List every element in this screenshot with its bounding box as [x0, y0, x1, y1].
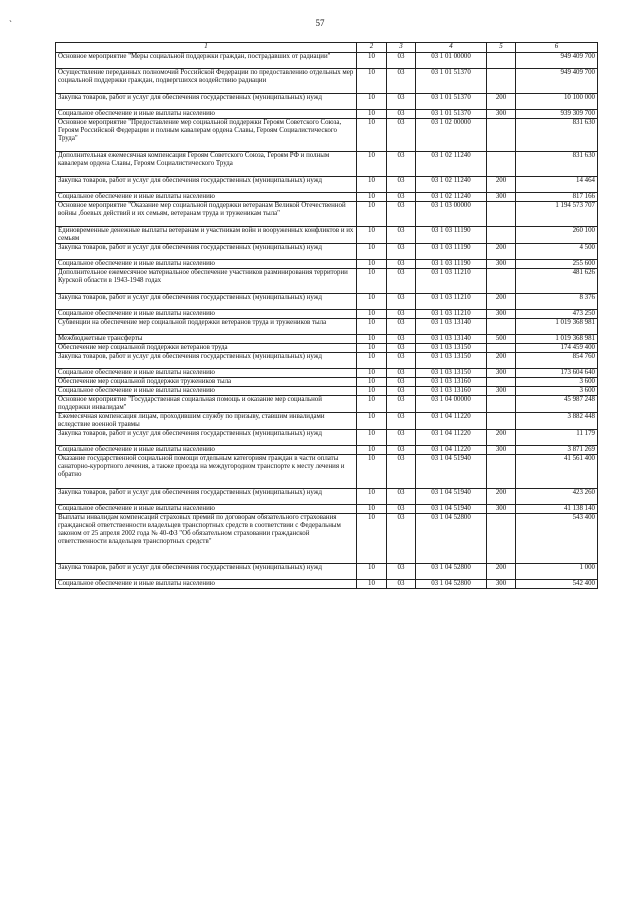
row-amount: 3 871 269: [516, 446, 598, 455]
row-description: Закупка товаров, работ и услуг для обеспечения государственных (муниципальных) нужд: [56, 489, 357, 505]
row-description: Социальное обеспечение и иные выплаты населению: [56, 580, 357, 589]
row-expense-type: [487, 152, 516, 177]
row-subsection: 03: [387, 455, 416, 489]
row-amount: 949 409 700: [516, 69, 598, 94]
table-row: [56, 110, 598, 119]
row-target-code: 03 1 04 52800: [416, 580, 487, 589]
table-row: [56, 310, 598, 319]
row-section: 10: [357, 378, 387, 387]
row-target-code: 03 1 04 52800: [416, 564, 487, 580]
row-subsection: 03: [387, 193, 416, 202]
table-body: [56, 53, 598, 589]
row-target-code: 03 1 04 00000: [416, 396, 487, 413]
row-expense-type: 300: [487, 446, 516, 455]
row-description: Межбюджетные трансферты: [56, 335, 357, 344]
row-amount: 173 604 640: [516, 369, 598, 378]
row-target-code: 03 1 01 51370: [416, 94, 487, 110]
header-col-2: 2: [357, 43, 387, 53]
row-description: Закупка товаров, работ и услуг для обеспечения государственных (муниципальных) нужд: [56, 244, 357, 260]
row-target-code: 03 1 02 11240: [416, 177, 487, 193]
row-subsection: 03: [387, 396, 416, 413]
row-amount: 1 194 573 707: [516, 202, 598, 227]
row-description: Оказание государственной социальной помощи отдельным категориям граждан в части оплаты санаторно-курортного лечения, а также проезда на междугородном транспорте к месту лечения и обратно: [56, 455, 357, 489]
row-description: Социальное обеспечение и иные выплаты населению: [56, 369, 357, 378]
table-row: [56, 505, 598, 514]
row-target-code: 03 1 03 00000: [416, 202, 487, 227]
row-subsection: 03: [387, 505, 416, 514]
row-expense-type: 200: [487, 294, 516, 310]
row-target-code: 03 1 03 11210: [416, 294, 487, 310]
row-description: Ежемесячная компенсация лицам, проходившим службу по призыву, ставшим инвалидами вследствие военной травмы: [56, 413, 357, 430]
header-col-4: 4: [416, 43, 487, 53]
row-expense-type: [487, 53, 516, 69]
row-description: Закупка товаров, работ и услуг для обеспечения государственных (муниципальных) нужд: [56, 94, 357, 110]
row-amount: 1 019 368 981: [516, 335, 598, 344]
row-section: 10: [357, 310, 387, 319]
margin-mark: ˎ: [9, 12, 12, 22]
row-description: Социальное обеспечение и иные выплаты населению: [56, 446, 357, 455]
row-subsection: 03: [387, 94, 416, 110]
row-section: 10: [357, 227, 387, 244]
table-row: [56, 396, 598, 413]
row-section: 10: [357, 119, 387, 152]
row-target-code: 03 1 03 13150: [416, 369, 487, 378]
row-section: 10: [357, 294, 387, 310]
row-target-code: 03 1 03 13160: [416, 378, 487, 387]
row-expense-type: 200: [487, 430, 516, 446]
row-section: 10: [357, 369, 387, 378]
row-subsection: 03: [387, 489, 416, 505]
row-expense-type: 300: [487, 193, 516, 202]
row-target-code: 03 1 03 11190: [416, 244, 487, 260]
table-row: [56, 378, 598, 387]
table-row: [56, 227, 598, 244]
row-subsection: 03: [387, 378, 416, 387]
row-expense-type: 200: [487, 94, 516, 110]
row-amount: 174 459 400: [516, 344, 598, 353]
table-row: [56, 344, 598, 353]
row-expense-type: 300: [487, 310, 516, 319]
row-description: Обеспечение мер социальной поддержки ветеранов труда: [56, 344, 357, 353]
row-amount: 831 630: [516, 119, 598, 152]
row-description: Закупка товаров, работ и услуг для обеспечения государственных (муниципальных) нужд: [56, 294, 357, 310]
header-col-1: 1: [56, 43, 357, 53]
table-row: [56, 489, 598, 505]
row-expense-type: [487, 344, 516, 353]
row-amount: 939 309 700: [516, 110, 598, 119]
row-target-code: 03 1 04 52800: [416, 514, 487, 564]
row-target-code: 03 1 03 13140: [416, 319, 487, 335]
row-section: 10: [357, 110, 387, 119]
row-target-code: 03 1 01 51370: [416, 110, 487, 119]
row-target-code: 03 1 03 13160: [416, 387, 487, 396]
table-row: [56, 193, 598, 202]
row-target-code: 03 1 02 00000: [416, 119, 487, 152]
row-section: 10: [357, 193, 387, 202]
table-row: [56, 152, 598, 177]
row-target-code: 03 1 03 11210: [416, 269, 487, 294]
row-description: Осуществление переданных полномочий Российской Федерации по предоставлению отдельных мер социальной поддержки граждан, подвергшихся воздействию радиации: [56, 69, 357, 94]
row-subsection: 03: [387, 353, 416, 369]
row-expense-type: 300: [487, 260, 516, 269]
budget-table: [55, 42, 598, 589]
row-target-code: 03 1 02 11240: [416, 152, 487, 177]
row-target-code: 03 1 03 11210: [416, 310, 487, 319]
row-description: Дополнительная ежемесячная компенсация Героям Советского Союза, Героям РФ и полным кавалерам ордена Славы, Героям Социалистического Труда: [56, 152, 357, 177]
row-subsection: 03: [387, 344, 416, 353]
row-subsection: 03: [387, 319, 416, 335]
table-row: [56, 430, 598, 446]
row-expense-type: [487, 319, 516, 335]
table-row: [56, 514, 598, 564]
row-expense-type: [487, 514, 516, 564]
row-description: Социальное обеспечение и иные выплаты населению: [56, 110, 357, 119]
row-target-code: 03 1 03 13150: [416, 353, 487, 369]
row-expense-type: [487, 378, 516, 387]
row-target-code: 03 1 03 13140: [416, 335, 487, 344]
table-row: [56, 244, 598, 260]
row-amount: 41 561 400: [516, 455, 598, 489]
row-description: Закупка товаров, работ и услуг для обеспечения государственных (муниципальных) нужд: [56, 564, 357, 580]
table-row: [56, 260, 598, 269]
row-description: Социальное обеспечение и иные выплаты населению: [56, 387, 357, 396]
row-expense-type: [487, 227, 516, 244]
row-amount: 423 260: [516, 489, 598, 505]
row-expense-type: 200: [487, 244, 516, 260]
row-amount: 10 100 000: [516, 94, 598, 110]
row-description: Основное мероприятие "Оказание мер социальной поддержки ветеранам Великой Отечественной войны ,боевых действий и их семьям, ветеранам труда и труженикам тыла": [56, 202, 357, 227]
row-description: Субвенции на обеспечение мер социальной поддержки ветеранов труда и тружеников тыла: [56, 319, 357, 335]
row-subsection: 03: [387, 387, 416, 396]
row-section: 10: [357, 319, 387, 335]
row-expense-type: 300: [487, 110, 516, 119]
row-target-code: 03 1 04 51940: [416, 505, 487, 514]
row-amount: 831 630: [516, 152, 598, 177]
row-description: Выплаты инвалидам компенсаций страховых премий по договорам обязательного страхования гражданской ответственности владельцев транспортных средств в соответствии с Федеральным законом от 25 апреля 2002 года № 40-ФЗ "Об обязательном страховании гражданской ответственности владельцев транспортных средств": [56, 514, 357, 564]
row-section: 10: [357, 244, 387, 260]
row-subsection: 03: [387, 260, 416, 269]
row-section: 10: [357, 344, 387, 353]
row-subsection: 03: [387, 227, 416, 244]
row-subsection: 03: [387, 413, 416, 430]
header-col-3: 3: [387, 43, 416, 53]
row-subsection: 03: [387, 564, 416, 580]
table-row: [56, 294, 598, 310]
row-amount: 14 464: [516, 177, 598, 193]
row-target-code: 03 1 03 11190: [416, 227, 487, 244]
row-amount: 255 600: [516, 260, 598, 269]
row-section: 10: [357, 396, 387, 413]
table-row: [56, 69, 598, 94]
table-row: [56, 564, 598, 580]
table-row: [56, 413, 598, 430]
row-target-code: 03 1 04 51940: [416, 489, 487, 505]
row-amount: 473 250: [516, 310, 598, 319]
table-row: [56, 369, 598, 378]
table-row: [56, 580, 598, 589]
row-expense-type: 300: [487, 505, 516, 514]
row-subsection: 03: [387, 69, 416, 94]
row-expense-type: 300: [487, 580, 516, 589]
table-row: [56, 387, 598, 396]
row-expense-type: [487, 119, 516, 152]
header-col-5: 5: [487, 43, 516, 53]
row-amount: 260 100: [516, 227, 598, 244]
row-amount: 817 166: [516, 193, 598, 202]
row-amount: 3 600: [516, 378, 598, 387]
row-section: 10: [357, 353, 387, 369]
row-section: 10: [357, 489, 387, 505]
table-row: [56, 455, 598, 489]
row-subsection: 03: [387, 244, 416, 260]
table-row: [56, 202, 598, 227]
row-section: 10: [357, 564, 387, 580]
row-expense-type: [487, 69, 516, 94]
row-expense-type: 200: [487, 564, 516, 580]
row-target-code: 03 1 01 51370: [416, 69, 487, 94]
row-subsection: 03: [387, 514, 416, 564]
row-target-code: 03 1 03 11190: [416, 260, 487, 269]
row-description: Закупка товаров, работ и услуг для обеспечения государственных (муниципальных) нужд: [56, 430, 357, 446]
row-description: Дополнительное ежемесячное материальное обеспечение участников разминирования территории Курской области в 1943-1948 годах: [56, 269, 357, 294]
row-subsection: 03: [387, 335, 416, 344]
row-description: Основное мероприятие "Предоставление мер социальной поддержки Героям Советского Союза, Героям Российской Федерации и полным кавалерам ордена Славы, Героям Социалистического Труда": [56, 119, 357, 152]
row-expense-type: [487, 202, 516, 227]
row-subsection: 03: [387, 202, 416, 227]
row-amount: 3 882 448: [516, 413, 598, 430]
row-amount: 11 179: [516, 430, 598, 446]
row-amount: 8 376: [516, 294, 598, 310]
row-expense-type: 200: [487, 353, 516, 369]
row-section: 10: [357, 514, 387, 564]
header-col-6: 6: [516, 43, 598, 53]
table-row: [56, 119, 598, 152]
row-amount: 542 400: [516, 580, 598, 589]
row-subsection: 03: [387, 119, 416, 152]
table-header-row: [56, 43, 598, 53]
row-description: Социальное обеспечение и иные выплаты населению: [56, 260, 357, 269]
row-target-code: 03 1 04 51940: [416, 455, 487, 489]
table-row: [56, 446, 598, 455]
row-section: 10: [357, 505, 387, 514]
row-section: 10: [357, 202, 387, 227]
row-subsection: 03: [387, 110, 416, 119]
row-description: Социальное обеспечение и иные выплаты населению: [56, 505, 357, 514]
row-subsection: 03: [387, 177, 416, 193]
row-amount: 45 987 248: [516, 396, 598, 413]
table-row: [56, 177, 598, 193]
row-amount: 949 409 700: [516, 53, 598, 69]
table-row: [56, 53, 598, 69]
row-amount: 1 019 368 981: [516, 319, 598, 335]
row-subsection: 03: [387, 369, 416, 378]
row-subsection: 03: [387, 53, 416, 69]
row-description: Обеспечение мер социальной поддержки тружеников тыла: [56, 378, 357, 387]
row-description: Социальное обеспечение и иные выплаты населению: [56, 193, 357, 202]
row-section: 10: [357, 335, 387, 344]
row-expense-type: [487, 396, 516, 413]
row-description: Закупка товаров, работ и услуг для обеспечения государственных (муниципальных) нужд: [56, 177, 357, 193]
row-section: 10: [357, 413, 387, 430]
row-subsection: 03: [387, 294, 416, 310]
row-amount: 1 000: [516, 564, 598, 580]
row-target-code: 03 1 04 11220: [416, 430, 487, 446]
row-expense-type: 200: [487, 177, 516, 193]
table-row: [56, 335, 598, 344]
row-description: Единовременные денежные выплаты ветеранам и участникам войн и вооруженных конфликтов и их семьям: [56, 227, 357, 244]
table-row: [56, 353, 598, 369]
row-amount: 854 760: [516, 353, 598, 369]
row-subsection: 03: [387, 580, 416, 589]
row-target-code: 03 1 03 13150: [416, 344, 487, 353]
row-section: 10: [357, 94, 387, 110]
row-amount: 543 400: [516, 514, 598, 564]
row-section: 10: [357, 53, 387, 69]
row-section: 10: [357, 430, 387, 446]
row-description: Основное мероприятие "Меры социальной поддержки граждан, пострадавших от радиации": [56, 53, 357, 69]
row-subsection: 03: [387, 269, 416, 294]
row-expense-type: 300: [487, 387, 516, 396]
row-section: 10: [357, 387, 387, 396]
row-section: 10: [357, 446, 387, 455]
row-expense-type: [487, 413, 516, 430]
row-description: Закупка товаров, работ и услуг для обеспечения государственных (муниципальных) нужд: [56, 353, 357, 369]
row-subsection: 03: [387, 310, 416, 319]
row-amount: 3 600: [516, 387, 598, 396]
row-target-code: 03 1 01 00000: [416, 53, 487, 69]
row-section: 10: [357, 580, 387, 589]
row-expense-type: 500: [487, 335, 516, 344]
row-subsection: 03: [387, 430, 416, 446]
row-section: 10: [357, 455, 387, 489]
row-section: 10: [357, 269, 387, 294]
row-amount: 41 138 140: [516, 505, 598, 514]
row-section: 10: [357, 69, 387, 94]
row-subsection: 03: [387, 446, 416, 455]
row-expense-type: 200: [487, 489, 516, 505]
table-row: [56, 269, 598, 294]
row-amount: 481 626: [516, 269, 598, 294]
row-section: 10: [357, 177, 387, 193]
page-number: 57: [315, 18, 325, 28]
row-description: Социальное обеспечение и иные выплаты населению: [56, 310, 357, 319]
row-amount: 4 500: [516, 244, 598, 260]
row-target-code: 03 1 04 11220: [416, 413, 487, 430]
row-section: 10: [357, 152, 387, 177]
row-target-code: 03 1 02 11240: [416, 193, 487, 202]
row-description: Основное мероприятие "Государственная социальная помощь и оказание мер социальной поддержки инвалидам": [56, 396, 357, 413]
row-expense-type: [487, 455, 516, 489]
row-expense-type: [487, 269, 516, 294]
table-row: [56, 319, 598, 335]
row-target-code: 03 1 04 11220: [416, 446, 487, 455]
table-row: [56, 94, 598, 110]
row-subsection: 03: [387, 152, 416, 177]
row-section: 10: [357, 260, 387, 269]
row-expense-type: 300: [487, 369, 516, 378]
